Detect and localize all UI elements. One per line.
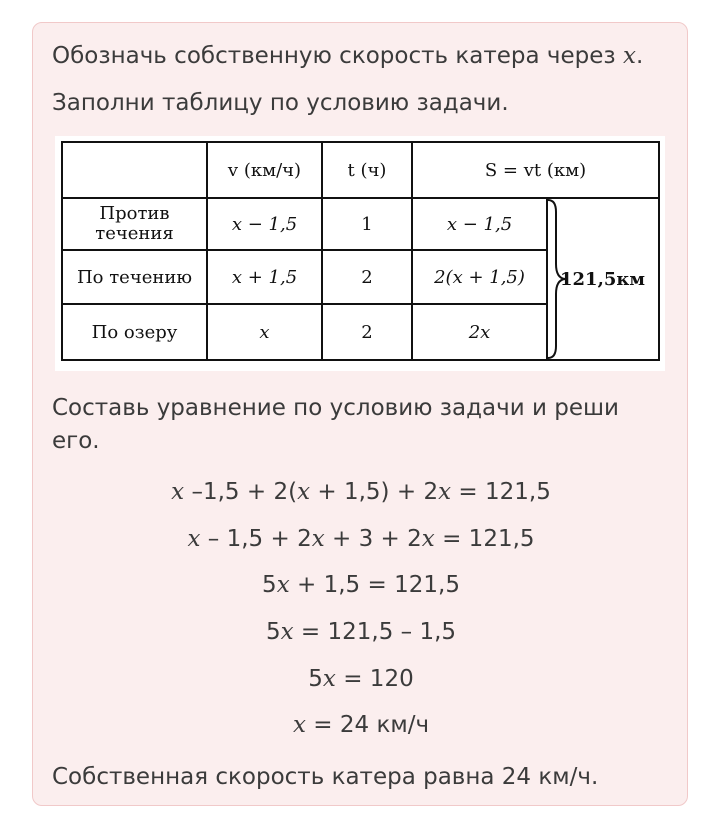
equation-3: 5x + 1,5 = 121,5: [262, 572, 460, 598]
solution-card: [32, 22, 688, 806]
equation-1: x –1,5 + 2(x + 1,5) + 2x = 121,5: [171, 479, 551, 505]
cell-time: 2: [322, 250, 412, 304]
cell-distance: 2x: [412, 304, 547, 360]
cell-time: 2: [322, 304, 412, 360]
intro-text: Обозначь собственную скорость катера через: [52, 43, 623, 69]
row-label-with-current: По течению: [62, 250, 207, 304]
cell-time: 1: [322, 198, 412, 250]
variable-x: x: [622, 43, 636, 69]
equation-6: x = 24 км/ч: [292, 712, 430, 738]
cell-speed: x + 1,5: [207, 250, 322, 304]
row-label-against-current: [62, 198, 207, 250]
intro-line-2: Заполни таблицу по условию задачи.: [52, 90, 509, 116]
answer-text: Собственная скорость катера равна 24 км/ч.: [52, 764, 599, 790]
total-distance: 121,5км: [560, 268, 645, 290]
curly-brace-icon: [545, 198, 569, 360]
row-label-line-2: течения: [95, 223, 174, 244]
cell-distance: 2(x + 1,5): [412, 250, 547, 304]
row-label-line-1: Против: [99, 203, 170, 224]
equation-4: 5x = 121,5 – 1,5: [265, 619, 457, 645]
header-empty: [62, 142, 207, 198]
header-distance: S = vt (км): [412, 142, 659, 198]
cell-speed: x − 1,5: [207, 198, 322, 250]
intro-line-1: [52, 40, 643, 73]
equation-5: 5x = 120: [308, 666, 414, 692]
table-image: [55, 136, 665, 371]
intro-period: .: [635, 43, 644, 69]
cell-distance: x − 1,5: [412, 198, 547, 250]
cell-speed: x: [207, 304, 322, 360]
equation-2: x – 1,5 + 2x + 3 + 2x = 121,5: [187, 526, 535, 552]
task-line-2: его.: [52, 428, 100, 454]
table-row: [62, 198, 659, 250]
table-header-row: [62, 142, 659, 198]
task-line-1: Составь уравнение по условию задачи и реши: [52, 395, 619, 421]
motion-table: [61, 141, 660, 361]
header-speed: v (км/ч): [207, 142, 322, 198]
row-label-lake: По озеру: [62, 304, 207, 360]
header-time: t (ч): [322, 142, 412, 198]
